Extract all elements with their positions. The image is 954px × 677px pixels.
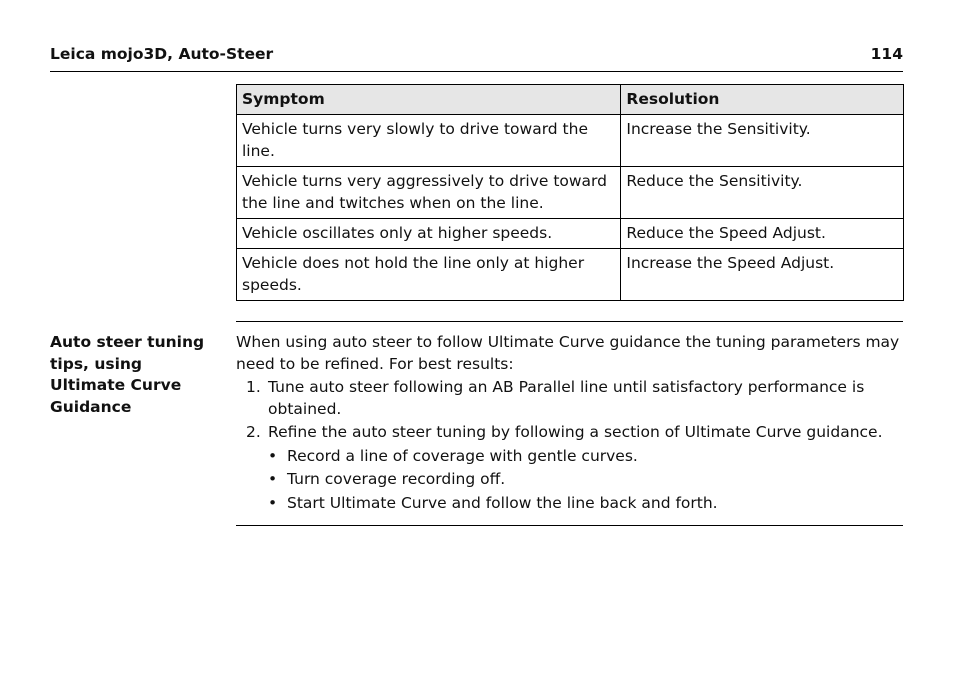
table-header-row [237,85,904,115]
step-text: Refine the auto steer tuning by following a section of Ultimate Curve guidance. [268,423,883,441]
symptom-cell: Vehicle turns very aggressively to drive toward the line and twitches when on the line. [237,167,621,219]
section-divider-bottom [236,525,903,526]
resolution-cell: Reduce the Speed Adjust. [621,219,904,249]
list-item [268,469,904,491]
symptom-cell: Vehicle does not hold the line only at higher speeds. [237,249,621,301]
bullet-text: Start Ultimate Curve and follow the line back and forth. [287,493,718,512]
column-header-resolution: Resolution [621,85,904,115]
resolution-cell: Increase the Sensitivity. [621,115,904,167]
bullet-icon: • [268,446,278,465]
page-number: 114 [870,45,903,63]
page-header-title: Leica mojo3D, Auto-Steer [50,45,274,63]
resolution-cell: Reduce the Sensitivity. [621,167,904,219]
bullet-text: Record a line of coverage with gentle curves. [287,446,638,465]
table-row [237,115,904,167]
table-row [237,219,904,249]
header-divider [50,71,903,72]
step-text: Tune auto steer following an AB Parallel line until satisfactory performance is obtained. [268,378,865,418]
steps-list [236,377,904,514]
substeps-list [268,446,904,515]
step-number: 1. [246,378,261,396]
table-row [237,249,904,301]
section-divider-top [236,321,903,322]
column-header-symptom: Symptom [237,85,621,115]
section-intro: When using auto steer to follow Ultimate Curve guidance the tuning parameters may need to be refined. For best results: [236,333,900,373]
table-row [237,167,904,219]
bullet-icon: • [268,470,278,488]
section-body [236,332,904,514]
symptom-cell: Vehicle turns very slowly to drive toward the line. [237,115,621,167]
symptom-cell: Vehicle oscillates only at higher speeds. [237,219,621,249]
step-number: 2. [246,423,261,441]
bullet-icon: • [268,493,278,512]
troubleshooting-table [236,84,904,301]
list-item [268,446,904,468]
resolution-cell: Increase the Speed Adjust. [621,249,904,301]
list-item [236,422,904,514]
bullet-text: Turn coverage recording off. [287,470,506,488]
list-item [268,493,904,515]
list-item [236,377,904,420]
section-side-heading: Auto steer tuning tips, using Ultimate Curve Guidance [50,333,205,416]
